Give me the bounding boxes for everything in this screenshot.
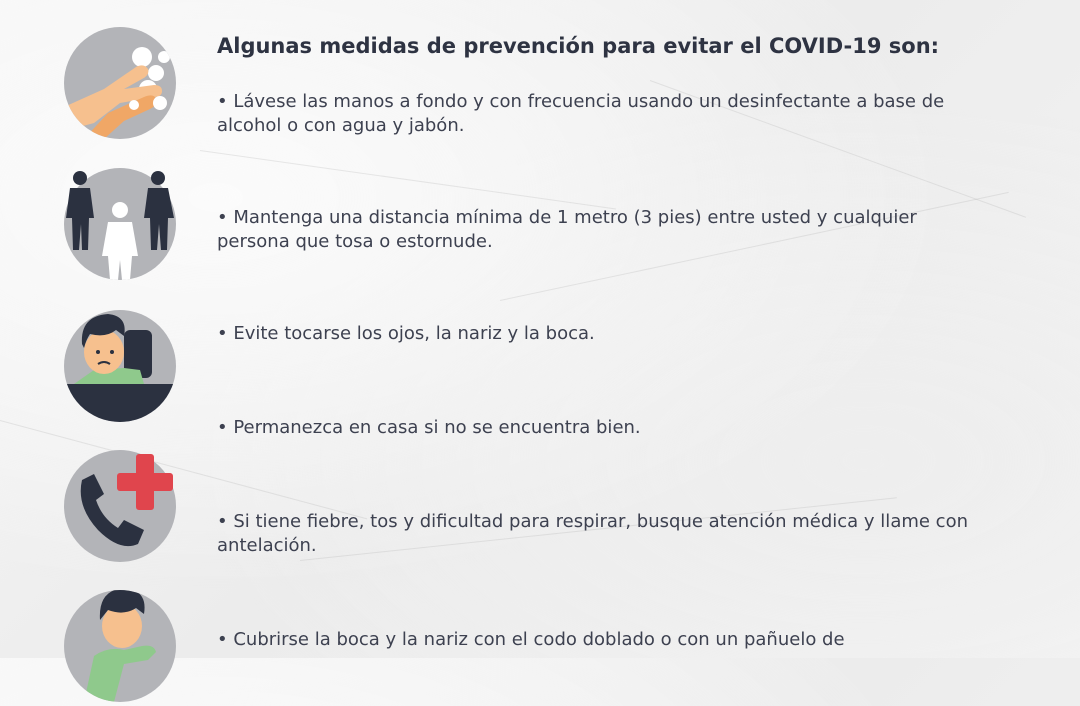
sick-person-icon	[64, 310, 176, 422]
phone-medical-icon	[64, 450, 176, 562]
list-item-stay-home: • Permanezca en casa si no se encuentra bien.	[217, 417, 641, 438]
list-item-seek-care: • Si tiene fiebre, tos y dificultad para respirar, busque atención médica y llame con antelación.	[217, 511, 968, 556]
list-item-cover-mouth: • Cubrirse la boca y la nariz con el codo doblado o con un pañuelo de	[217, 629, 845, 650]
social-distance-icon	[64, 168, 176, 280]
list-item-handwashing: • Lávese las manos a fondo y con frecuencia usando un desinfectante a base de alcohol o con agua y jabón.	[217, 91, 945, 136]
coughing-person-icon	[64, 590, 176, 702]
list-item-distance: • Mantenga una distancia mínima de 1 metro (3 pies) entre usted y cualquier persona que tosa o estornude.	[217, 207, 917, 252]
list-item-avoid-touching: • Evite tocarse los ojos, la nariz y la boca.	[217, 323, 595, 344]
page-title: Algunas medidas de prevención para evitar el COVID-19 son:	[217, 34, 940, 58]
handwashing-icon	[64, 27, 176, 139]
